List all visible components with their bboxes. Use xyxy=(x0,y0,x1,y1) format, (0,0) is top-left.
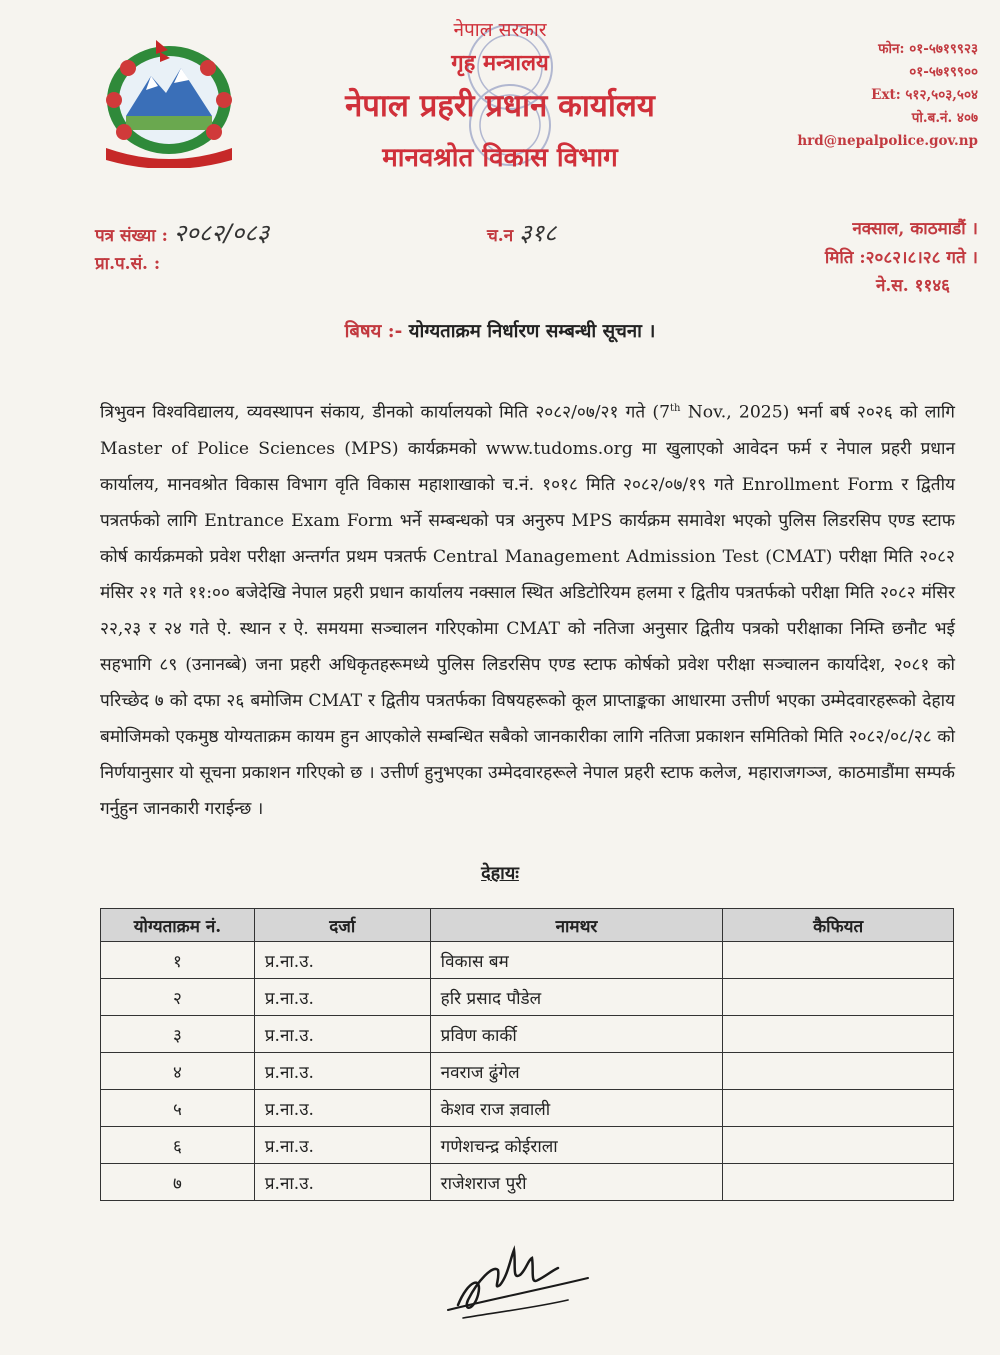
phone-line-1: फोन: ०१-५७१९९२३ xyxy=(878,41,978,57)
extension: Ext: ५१२,५०३,५०४ xyxy=(871,87,978,103)
table-row: २ प्र.ना.उ. हरि प्रसाद पौडेल xyxy=(101,979,954,1016)
prps-label: प्रा.प.सं. : xyxy=(95,254,161,274)
email: hrd@nepalpolice.gov.np xyxy=(797,133,978,149)
table-row: ६ प्र.ना.उ. गणेशचन्द्र कोईराला xyxy=(101,1127,954,1164)
dispatch-number: च.न ३१८ xyxy=(487,219,557,247)
nepal-emblem-icon xyxy=(96,38,242,168)
phone-line-2: ०१-५७१९९०० xyxy=(909,64,978,80)
table-row: ४ प्र.ना.उ. नवराज ढुंगेल xyxy=(101,1053,954,1090)
ref-number: पत्र संख्या : २०८२/०८३ xyxy=(95,219,270,247)
po-box: पो.ब.नं. ४०७ xyxy=(911,110,978,126)
col-remarks: कैफियत xyxy=(723,909,954,942)
table-row: ७ प्र.ना.उ. राजेशराज पुरी xyxy=(101,1164,954,1201)
signature-icon xyxy=(438,1230,598,1330)
letter-date: मिति :२०८२।८।२८ गते । xyxy=(824,248,978,268)
department-name: मानवश्रोत विकास विभाग xyxy=(382,143,618,173)
col-grade: दर्जा xyxy=(254,909,430,942)
table-header-row xyxy=(101,909,954,942)
subject-line: बिषय :- योग्यताक्रम निर्धारण सम्बन्धी सूचना । xyxy=(344,321,656,342)
contact-block xyxy=(758,38,978,153)
notice-body: त्रिभुवन विश्वविद्यालय, व्यवस्थापन संकाय, डीनको कार्यालयको मिति २०८२/०७/२१ गते (7th Nov., 2025) भर्ना बर्ष २०२६ को लागि Master of Police Sciences (MPS) कार्यक्रमको www.tudoms.org मा खुलाएको आवेदन फर्म र नेपाल प्रहरी प्रधान कार्यालय, मानवश्रोत विकास विभाग वृति विकास महाशाखाको च.नं. १०१८ मिति २०८२/०७/१९ गते Enrollment Form र द्वितीय पत्रतर्फको लागि Entrance Exam Form भर्ने सम्बन्धको पत्र अनुरुप MPS कार्यक्रम समावेश भएको पुलिस लिडरसिप एण्ड स्टाफ कोर्ष कार्यक्रमको प्रवेश परीक्षा अन्तर्गत प्रथम पत्रतर्फ Central Management Admission Test (CMAT) परीक्षा मिति २०८२ मंसिर २१ गते ११:०० बजेदेखि नेपाल प्रहरी प्रधान कार्यालय नक्साल स्थित अडिटोरियम हलमा र द्वितीय पत्रतर्फको परीक्षा मिति २०८२ मंसिर २२,२३ र २४ गते ऐ. स्थान र ऐ. समयमा सञ्चालन गरिएकोमा CMAT को नतिजा अनुसार द्वितीय पत्रको परीक्षाका निम्ति छनौट भई सहभागि ८९ (उनानब्बे) जना प्रहरी अधिकृतहरूमध्ये पुलिस लिडरसिप एण्ड स्टाफ कोर्षको प्रवेश परीक्षा सञ्चालन कार्यादेश, २०८१ को परिच्छेद ७ को दफा २६ बमोजिम CMAT र द्वितीय पत्रतर्फका विषयहरूको कूल प्राप्ताङ्कका आधारमा उत्तीर्ण भएका उम्मेदवारहरूको देहाय बमोजिमको एकमुष्ठ योग्यताक्रम कायम हुन आएकोले सम्बन्धित सबैको जानकारीका लागि नतिजा प्रकाशन समितिको मिति २०८२/०८/२८ को निर्णयानुसार यो सूचना प्रकाशन गरिएको छ । उत्तीर्ण हुनुभएका उम्मेदवारहरूले नेपाल प्रहरी स्टाफ कलेज, महाराजगञ्ज, काठमाडौंमा सम्पर्क गर्नुहुन जानकारी गराईन्छ । xyxy=(100,402,955,819)
col-name: नामथर xyxy=(430,909,723,942)
table-row: ५ प्र.ना.उ. केशव राज ज्ञवाली xyxy=(101,1090,954,1127)
office-name: नेपाल प्रहरी प्रधान कार्यालय xyxy=(345,88,655,124)
col-rank: योग्यताक्रम नं. xyxy=(101,909,255,942)
list-heading: देहायः xyxy=(481,863,519,884)
government-name: नेपाल सरकार xyxy=(453,19,547,41)
nepal-sambat: ने.स. ११४६ xyxy=(875,276,950,296)
location: नक्साल, काठमाडौं । xyxy=(852,219,978,239)
table-row: ३ प्र.ना.उ. प्रविण कार्की xyxy=(101,1016,954,1053)
merit-list-table xyxy=(100,908,954,1201)
table-row: १ प्र.ना.उ. विकास बम xyxy=(101,942,954,979)
ministry-name: गृह मन्त्रालय xyxy=(451,50,549,76)
